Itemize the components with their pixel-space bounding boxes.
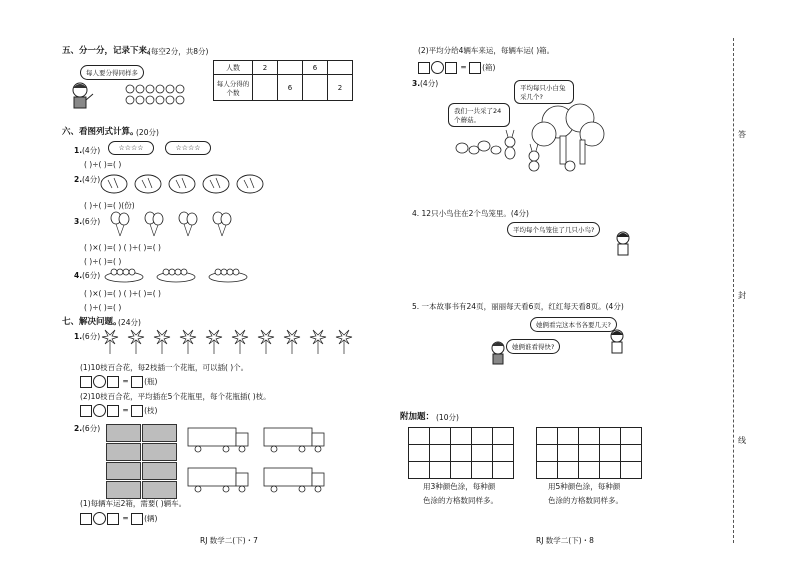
extra-caption-2-line2: 色涂的方格数同样多。 — [548, 496, 623, 505]
section5-table — [213, 60, 353, 101]
answer-box[interactable] — [131, 405, 143, 417]
cargo-box — [142, 481, 177, 499]
binding-char-answer: 答 — [738, 130, 746, 139]
s7-q1b-text: (2)10枝百合花，平均插在5个花瓶里，每个花瓶插( )枝。 — [80, 392, 271, 401]
unit-label: (枝) — [144, 405, 158, 415]
table-label-each: 每人分得的个数 — [214, 75, 253, 101]
star-group-1: ☆☆☆☆ — [108, 141, 154, 155]
unit-label: (瓶) — [144, 376, 158, 386]
coloring-grid-2[interactable] — [536, 427, 642, 479]
girl-illustration-2 — [606, 328, 630, 356]
q4-speech-text: 平均每个鸟笼住了几只小鸟? — [513, 226, 595, 234]
s7-q3-label: 3. — [412, 79, 421, 88]
s6-q3-points: (6分) — [82, 217, 101, 226]
section5-title: 五、分一分，记录下来。 — [62, 46, 156, 56]
q5-speech-bubble-2 — [506, 339, 560, 354]
answer-box[interactable] — [107, 405, 119, 417]
s7-q1-points: (6分) — [82, 332, 101, 341]
operator-circle[interactable] — [93, 404, 106, 417]
unit-label: (箱) — [482, 62, 496, 72]
s7-q1a-text: (1)10枝百合花，每2枝插一个花瓶，可以插( )个。 — [80, 363, 249, 372]
answer-box[interactable] — [445, 62, 457, 74]
cargo-box — [142, 443, 177, 461]
s6-q1-equation: ( )÷( )=( ) — [84, 160, 122, 169]
s7-q1-label: 1. — [74, 332, 83, 341]
binding-char-seal: 封 — [738, 291, 746, 300]
extra-title: 附加题： — [400, 412, 435, 422]
plates-illustration — [104, 266, 274, 284]
unit-label: (辆) — [144, 513, 158, 523]
coloring-grid-1[interactable] — [408, 427, 514, 479]
footer-right: RJ 数学二(下)・8 — [536, 536, 594, 545]
s6-q1-label: 1. — [74, 146, 83, 155]
section6-note: (20分) — [136, 128, 159, 137]
s6-q1-points: (4分) — [82, 146, 101, 155]
s6-q2-equation: ( )÷( )=( )(份) — [84, 201, 135, 210]
q5-speech-bubble-1 — [530, 317, 617, 332]
answer-box[interactable] — [131, 513, 143, 525]
s6-q3-equation-1: ( )×( )=( ) ( )÷( )=( ) — [84, 243, 161, 252]
extra-caption-1-line2: 色涂的方格数同样多。 — [423, 496, 498, 505]
extra-caption-2-line1: 用5种颜色涂，每种颜 — [548, 482, 621, 491]
table-cell: 2 — [253, 61, 278, 75]
s7-q1b-answer: = (枝) — [80, 404, 158, 417]
q5-speech-text-1: 她俩看完这本书各要几天? — [536, 321, 611, 329]
girl-illustration — [612, 230, 636, 258]
extra-caption-1-line1: 用3种颜色涂，每种颜 — [423, 482, 496, 491]
s7-q3-points: (4分) — [420, 79, 439, 88]
cargo-box — [106, 424, 141, 442]
section5-note: (每空2分，共8分) — [148, 47, 209, 56]
s7-q2-label: 2. — [74, 424, 83, 433]
answer-box[interactable] — [80, 513, 92, 525]
s6-q3-equation-2: ( )÷( )=( ) — [84, 257, 122, 266]
bread-illustration — [100, 172, 265, 196]
footer-left: RJ 数学二(下)・7 — [200, 536, 258, 545]
table-cell: 6 — [303, 61, 328, 75]
boy-illustration — [68, 82, 96, 112]
s6-q4-equation-2: ( )÷( )=( ) — [84, 303, 122, 312]
s6-q4-equation-1: ( )×( )=( ) ( )÷( )=( ) — [84, 289, 161, 298]
answer-box[interactable] — [131, 376, 143, 388]
operator-circle[interactable] — [431, 61, 444, 74]
q3-speech-text-1: 平均每只小白兔采几个? — [520, 84, 566, 101]
star-group-2: ☆☆☆☆ — [165, 141, 211, 155]
q4-speech-bubble — [507, 222, 600, 237]
balloons-illustration — [108, 210, 248, 240]
cargo-box — [106, 462, 141, 480]
cargo-box — [142, 462, 177, 480]
s7-q2a-text: (1)每辆车运2箱，需要( )辆车。 — [80, 499, 187, 508]
boy-illustration-2 — [488, 340, 510, 366]
cargo-box — [142, 424, 177, 442]
s6-q3-label: 3. — [74, 217, 83, 226]
answer-box[interactable] — [469, 62, 481, 74]
s6-q4-label: 4. — [74, 271, 83, 280]
binding-char-line: 线 — [738, 436, 746, 445]
s7-q1a-answer: = (瓶) — [80, 375, 158, 388]
table-cell — [278, 61, 303, 75]
answer-box[interactable] — [80, 405, 92, 417]
s6-q2-label: 2. — [74, 175, 83, 184]
s7-q2b-text: (2)平均分给4辆车来运，每辆车运( )箱。 — [418, 46, 555, 55]
table-cell — [253, 75, 278, 101]
table-label-people: 人数 — [214, 61, 253, 75]
answer-box[interactable] — [418, 62, 430, 74]
answer-box[interactable] — [80, 376, 92, 388]
cargo-box — [106, 443, 141, 461]
rabbits-trees-illustration — [440, 100, 610, 180]
operator-circle[interactable] — [93, 512, 106, 525]
s7-q2-points: (6分) — [82, 424, 101, 433]
s7-q5-text: 5. 一本故事书有24页，丽丽每天看6页，红红每天看8页。(4分) — [412, 302, 624, 311]
section5-speech-bubble — [80, 65, 144, 80]
q5-speech-text-2: 她俩谁看得快? — [512, 343, 555, 351]
operator-circle[interactable] — [93, 375, 106, 388]
q3-speech-text-2: 我们一共采了24个蘑菇。 — [454, 107, 502, 124]
section7-title: 七、解决问题。 — [62, 317, 122, 327]
s7-q4-text: 4. 12只小鸟住在2个鸟笼里。(4分) — [412, 209, 529, 218]
cargo-box — [106, 481, 141, 499]
s7-q2b-answer: = (箱) — [418, 61, 496, 74]
extra-note: (10分) — [436, 413, 459, 422]
answer-box[interactable] — [107, 513, 119, 525]
table-cell: 2 — [328, 75, 353, 101]
apples-illustration — [125, 84, 205, 108]
lilies-illustration — [100, 326, 370, 356]
binding-dashed-line — [733, 38, 734, 543]
section7-note: (24分) — [118, 318, 141, 327]
s6-q4-points: (6分) — [82, 271, 101, 280]
table-cell — [303, 75, 328, 101]
table-cell: 6 — [278, 75, 303, 101]
section6-title: 六、看图列式计算。 — [62, 127, 139, 137]
table-cell — [328, 61, 353, 75]
section5-speech-text: 每人要分得同样多 — [86, 69, 138, 77]
answer-box[interactable] — [107, 376, 119, 388]
trucks-illustration — [186, 424, 331, 500]
s7-q2a-answer: = (辆) — [80, 512, 158, 525]
s6-q2-points: (4分) — [82, 175, 101, 184]
